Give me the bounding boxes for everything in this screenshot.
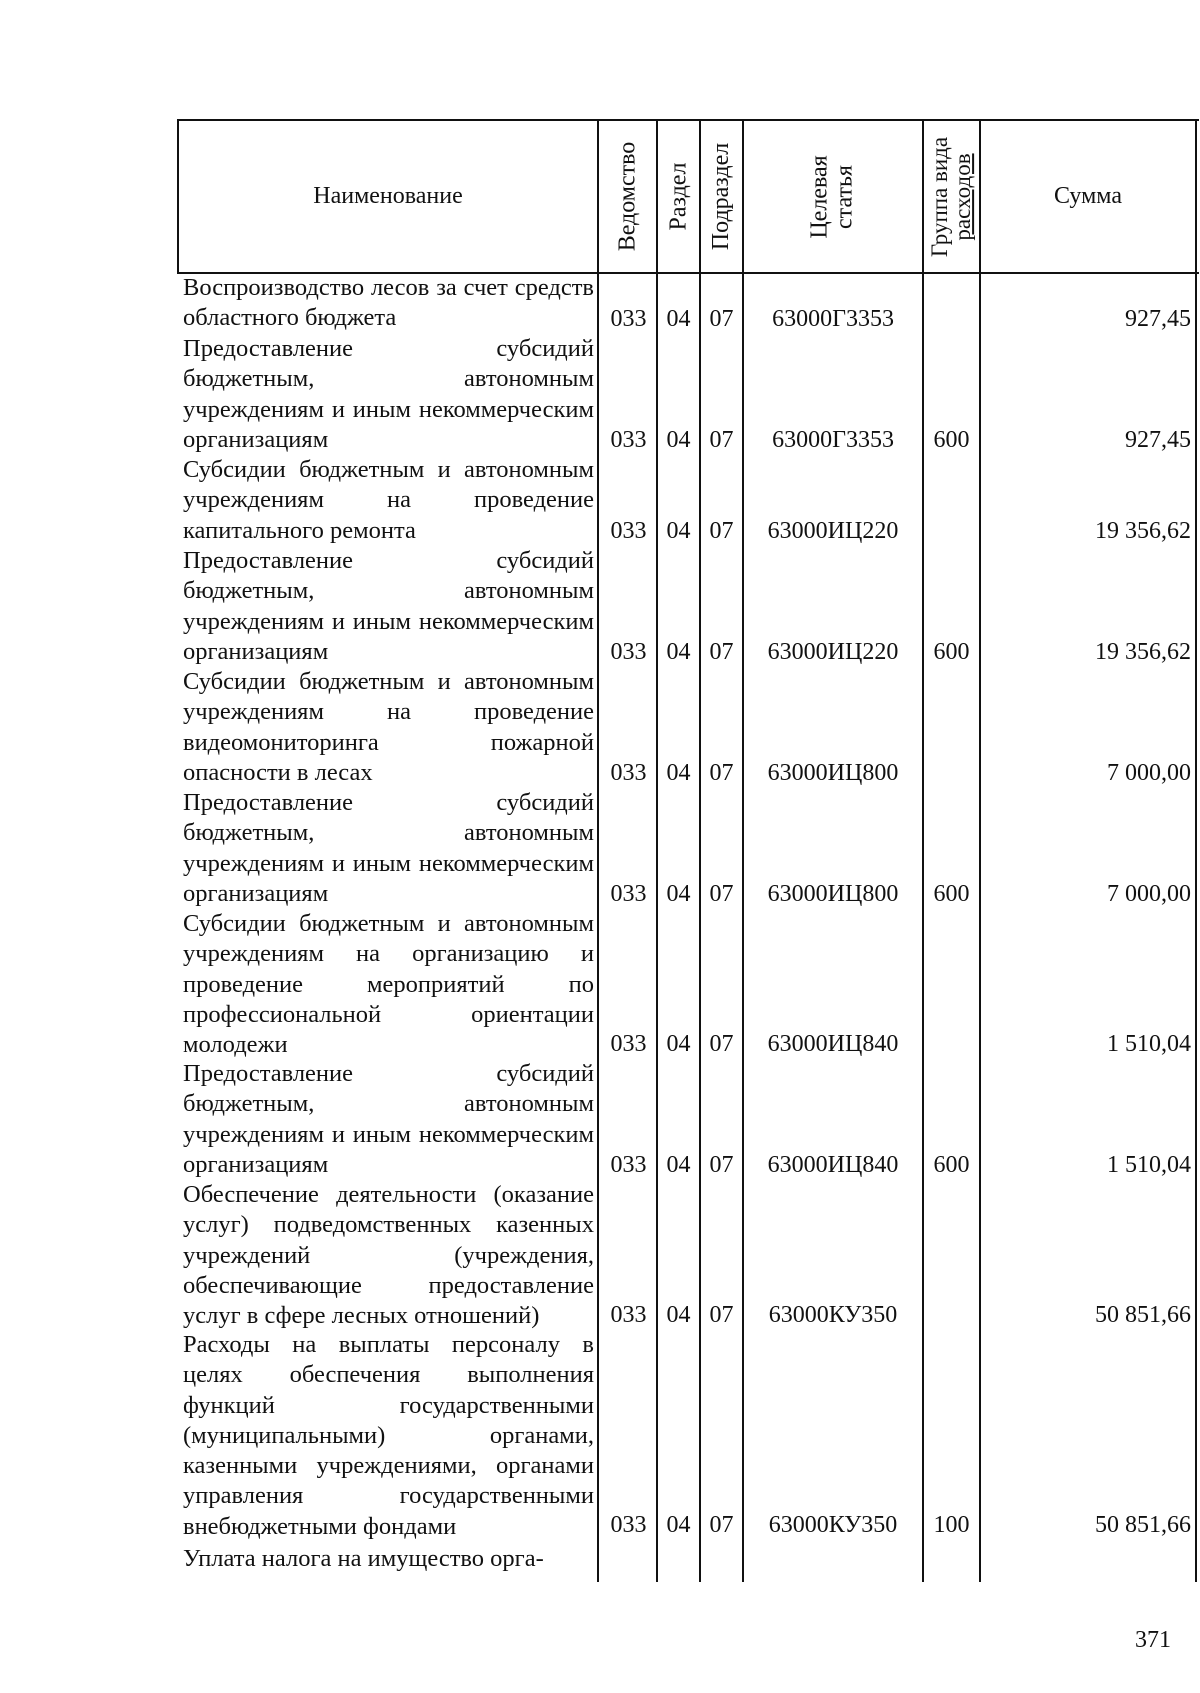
row-vedomstvo: 033 [610,760,647,786]
row-name: Предоставление субсидий бюджетным, автономным учреждениям и иным некоммерческим организациям [183,335,594,453]
row-name: Расходы на выплаты персоналу в целях обеспечения выполнения функций государственными (муниципальными) органами, казенными учреждениями, органами управления государственными внебюджетными фондами [183,1331,594,1540]
header-celevaya-label [808,155,858,238]
row-name: Субсидии бюджетным и автономным учреждениям на организацию и проведение мероприятий по профессиональной ориентации молодежи [183,910,594,1059]
table-row [177,1059,1199,1180]
header-vedomstvo [599,121,656,272]
row-gruppa [924,516,979,546]
row-gruppa [924,1300,979,1330]
row-gruppa: 100 [933,1512,970,1538]
row-name: Предоставление субсидий бюджетным, автономным учреждениям и иным некоммерческим организациям [183,547,594,665]
table-row [177,909,1199,1059]
table-row [177,788,1199,909]
row-name: Обеспечение деятельности (оказание услуг) подведомственных казенных учреждений (учреждения, обеспечивающие предоставление услуг в сфере лесных отношений) [183,1181,594,1330]
row-celevaya: 63000Г3353 [772,306,894,332]
row-celevaya: 63000ИЦ840 [767,1031,899,1057]
header-podrazdel-label: Подраздел [708,142,735,251]
row-name: Предоставление субсидий бюджетным, автономным учреждениям и иным некоммерческим организациям [183,1060,594,1178]
table-row [177,1330,1199,1540]
row-podrazdel: 07 [709,1512,734,1538]
table-row [177,455,1199,546]
row-celevaya: 63000ИЦ800 [767,760,899,786]
header-vedomstvo-label: Ведомство [614,141,640,252]
row-podrazdel: 07 [709,306,734,332]
table-row [177,334,1199,455]
row-celevaya: 63000КУ350 [768,1512,898,1538]
row-vedomstvo: 033 [610,518,647,544]
row-razdel: 04 [666,518,691,544]
row-summa: 1 510,04 [1107,1152,1191,1178]
row-vedomstvo: 033 [610,427,647,453]
table-row [177,273,1199,334]
row-razdel: 04 [666,760,691,786]
table-row [177,546,1199,667]
row-gruppa: 600 [933,881,970,907]
row-podrazdel: 07 [709,427,734,453]
row-podrazdel: 07 [709,760,734,786]
row-razdel: 04 [666,1152,691,1178]
row-summa: 927,45 [1125,427,1191,453]
row-summa: 19 356,62 [1095,518,1191,544]
row-celevaya: 63000ИЦ220 [767,518,899,544]
header-podrazdel [701,121,742,272]
header-celevaya [744,121,922,272]
row-summa: 7 000,00 [1107,760,1191,786]
row-celevaya: 63000ИЦ220 [767,639,899,665]
header-summa [981,121,1195,272]
row-gruppa: 600 [933,639,970,665]
row-summa: 50 851,66 [1095,1512,1191,1538]
row-name: Предоставление субсидий бюджетным, автономным учреждениям и иным некоммерческим организациям [183,789,594,907]
row-celevaya: 63000КУ350 [768,1302,898,1328]
table-row [177,1180,1199,1330]
header-gruppa-label [929,136,975,256]
row-vedomstvo: 033 [610,1031,647,1057]
row-summa: 927,45 [1125,306,1191,332]
table-row [177,667,1199,788]
header-celevaya-line2: статья [831,164,858,229]
row-razdel: 04 [666,639,691,665]
header-razdel [658,121,699,272]
row-podrazdel: 07 [709,1031,734,1057]
row-razdel: 04 [666,881,691,907]
row-name: Воспроизводство лесов за счет средств областного бюджета [183,274,594,332]
row-celevaya: 63000Г3353 [772,427,894,453]
row-gruppa [924,1029,979,1059]
header-gruppa-line2: расходов [950,152,976,241]
row-razdel: 04 [666,1512,691,1538]
row-podrazdel: 07 [709,881,734,907]
row-name: Субсидии бюджетным и автономным учреждениям на проведение капитального ремонта [183,456,594,544]
row-razdel: 04 [666,427,691,453]
row-gruppa: 600 [933,1152,970,1178]
page-number: 371 [1135,1627,1171,1653]
row-vedomstvo: 033 [610,1302,647,1328]
row-razdel: 04 [666,1031,691,1057]
header-gruppa [924,121,979,272]
row-razdel: 04 [666,1302,691,1328]
row-summa: 1 510,04 [1107,1031,1191,1057]
header-gruppa-line1: Группа вида [927,136,953,257]
row-summa: 7 000,00 [1107,881,1191,907]
row-vedomstvo: 033 [610,639,647,665]
row-podrazdel: 07 [709,1152,734,1178]
budget-table [177,119,1199,1582]
row-podrazdel: 07 [709,639,734,665]
row-vedomstvo: 033 [610,881,647,907]
header-name [179,121,597,272]
row-celevaya: 63000ИЦ800 [767,881,899,907]
header-summa-label: Сумма [1054,183,1122,209]
row-summa: 50 851,66 [1095,1302,1191,1328]
row-gruppa [924,758,979,788]
row-vedomstvo: 033 [610,1152,647,1178]
row-name: Уплата налога на имущество орга- [183,1545,544,1572]
header-celevaya-line1: Целевая [806,154,833,239]
header-name-label: Наименование [313,183,463,209]
row-vedomstvo: 033 [610,1512,647,1538]
row-vedomstvo: 033 [610,306,647,332]
table-row [177,1540,1199,1580]
row-name: Субсидии бюджетным и автономным учреждениям на проведение видеомониторинга пожарной опасности в лесах [183,668,594,786]
row-podrazdel: 07 [709,1302,734,1328]
row-celevaya: 63000ИЦ840 [767,1152,899,1178]
row-gruppa: 600 [933,427,970,453]
row-gruppa [924,304,979,334]
row-razdel: 04 [666,306,691,332]
row-podrazdel: 07 [709,518,734,544]
row-summa: 19 356,62 [1095,639,1191,665]
header-razdel-label: Раздел [665,162,692,231]
